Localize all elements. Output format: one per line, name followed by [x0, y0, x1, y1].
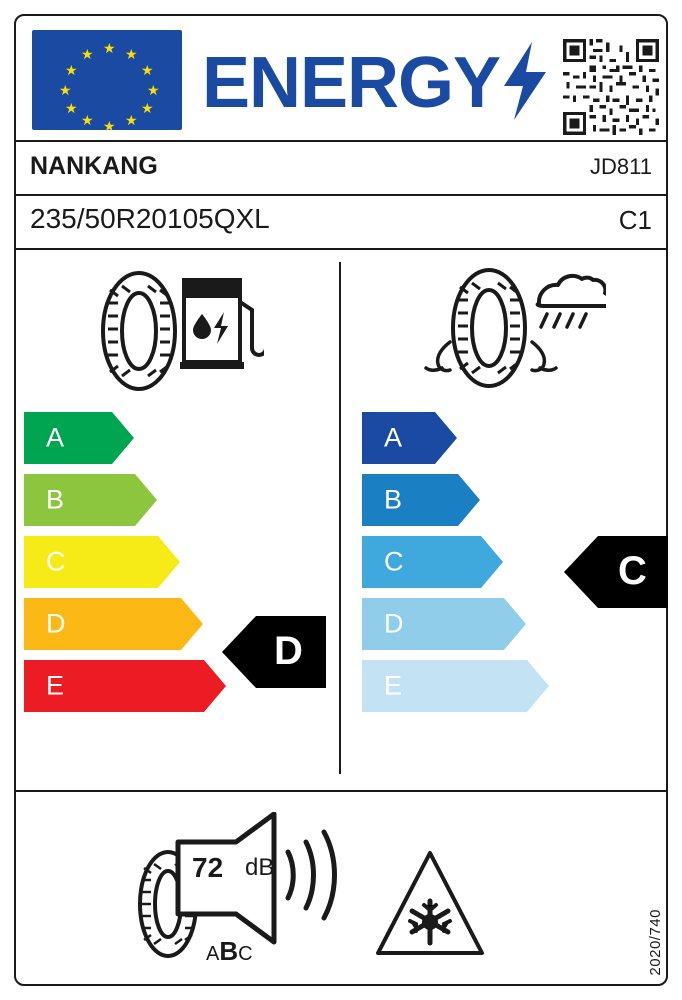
snow-grip-block — [370, 845, 490, 965]
tyre-icon — [453, 270, 525, 386]
eu-flag-icon: ★ ★ ★ ★ ★ ★ ★ ★ ★ ★ ★ ★ — [32, 30, 182, 130]
tyre-class: C1 — [618, 205, 652, 235]
grade-row — [24, 536, 324, 588]
divider-size — [16, 248, 666, 250]
product-code: JD811 — [590, 154, 652, 179]
fuel-pump-icon — [180, 280, 264, 369]
noise-value: 72 — [192, 852, 224, 883]
grade-row — [24, 474, 324, 526]
grade-letter: A — [46, 422, 65, 453]
size-row — [16, 196, 666, 248]
wet-grip-rating-marker — [564, 536, 668, 608]
noise-class-a: A — [206, 943, 220, 965]
wet-grip-pictogram — [406, 268, 606, 393]
grade-letter: E — [46, 670, 65, 701]
noise-unit: dB — [245, 854, 275, 881]
grade-letter: D — [46, 608, 66, 639]
divider-bottom — [16, 790, 666, 792]
grade-row — [24, 412, 324, 464]
noise-class-c: C — [238, 943, 253, 965]
brand-name: NANKANG — [30, 152, 158, 180]
label-header — [16, 16, 666, 138]
grade-letter: E — [384, 670, 403, 701]
rain-cloud-icon — [538, 276, 606, 327]
regulation-version: 2020/740 — [647, 909, 664, 976]
grade-letter: B — [384, 484, 403, 515]
grade-letter: C — [46, 546, 66, 577]
fuel-rating-letter: D — [274, 629, 303, 673]
page-title: ENERGY — [202, 43, 501, 123]
noise-class-scale — [206, 936, 253, 967]
grade-letter: B — [46, 484, 65, 515]
wet-grip-rating-letter: C — [618, 549, 647, 593]
center-divider — [339, 262, 341, 774]
snowflake-mountain-icon — [370, 845, 490, 965]
noise-class-b: B — [219, 936, 239, 966]
fuel-efficiency-pictogram — [84, 268, 264, 393]
grade-row — [362, 660, 622, 712]
grade-row — [362, 412, 622, 464]
lightning-bolt-icon — [502, 42, 548, 120]
qr-code-icon — [562, 38, 660, 136]
grade-row — [362, 474, 622, 526]
grade-letter: C — [384, 546, 404, 577]
grade-letter: D — [384, 608, 404, 639]
tyre-size: 235/50R20105QXL — [30, 203, 270, 234]
fuel-rating-marker — [222, 616, 326, 688]
tyre-icon — [103, 273, 175, 389]
brand-row — [16, 142, 666, 194]
noise-block — [120, 812, 350, 972]
grade-letter: A — [384, 422, 403, 453]
